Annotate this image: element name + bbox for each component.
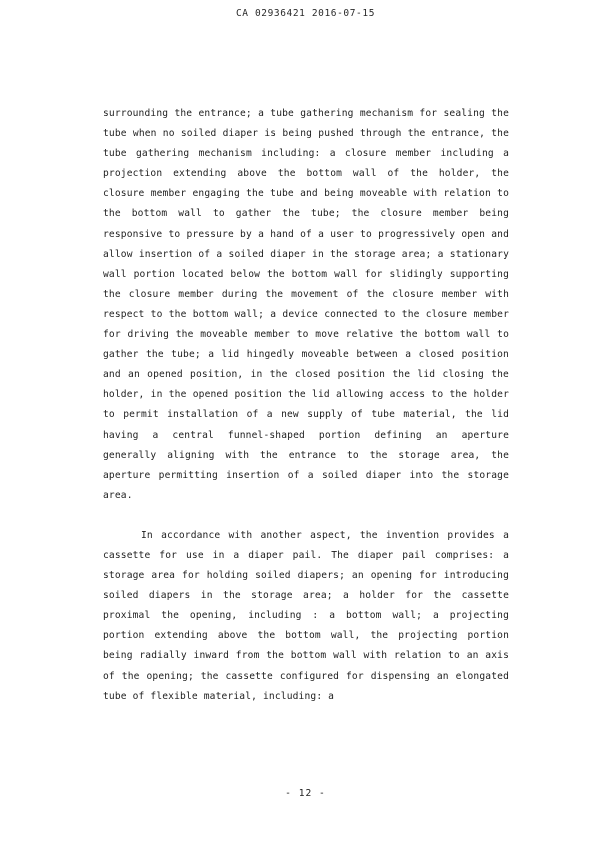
page-number-footer: - 12 - xyxy=(285,788,326,799)
paragraph-claim-continuation: surrounding the entrance; a tube gathering mechanism for sealing the tube when no soiled diaper is being pushed through the entrance, the tube gathering mechanism including: a closure member including a projection extending above the bottom wall of the holder, the closure member engaging the tube and being moveable with relation to the bottom wall to gather the tube; the closure member being responsive to pressure by a hand of a user to progressively open and allow insertion of a soiled diaper in the storage area; a stationary wall portion located below the bottom wall for slidingly supporting the closure member during the movement of the closure member with respect to the bottom wall; a device connected to the closure member for driving the moveable member to move relative the bottom wall to gather the tube; a lid hingedly moveable between a closed position and an opened position, in the closed position the lid closing the holder, in the opened position the lid allowing access to the holder to permit installation of a new supply of tube material, the lid having a central funnel-shaped portion defining an aperture generally aligning with the entrance to the storage area, the aperture permitting insertion of a soiled diaper into the storage area. xyxy=(103,108,509,501)
page-header-patent-number: CA 02936421 2016-07-15 xyxy=(235,8,376,19)
document-body xyxy=(103,104,509,707)
paragraph-another-aspect: In accordance with another aspect, the invention provides a cassette for use in a diaper pail. The diaper pail comprises: a storage area for holding soiled diapers; an opening for introducing soiled diapers in the storage area; a holder for the cassette proximal the opening, including : a bottom wall; a projecting portion extending above the bottom wall, the projecting portion being radially inward from the bottom wall with relation to an axis of the opening; the cassette configured for dispensing an elongated tube of flexible material, including: a xyxy=(103,529,509,702)
